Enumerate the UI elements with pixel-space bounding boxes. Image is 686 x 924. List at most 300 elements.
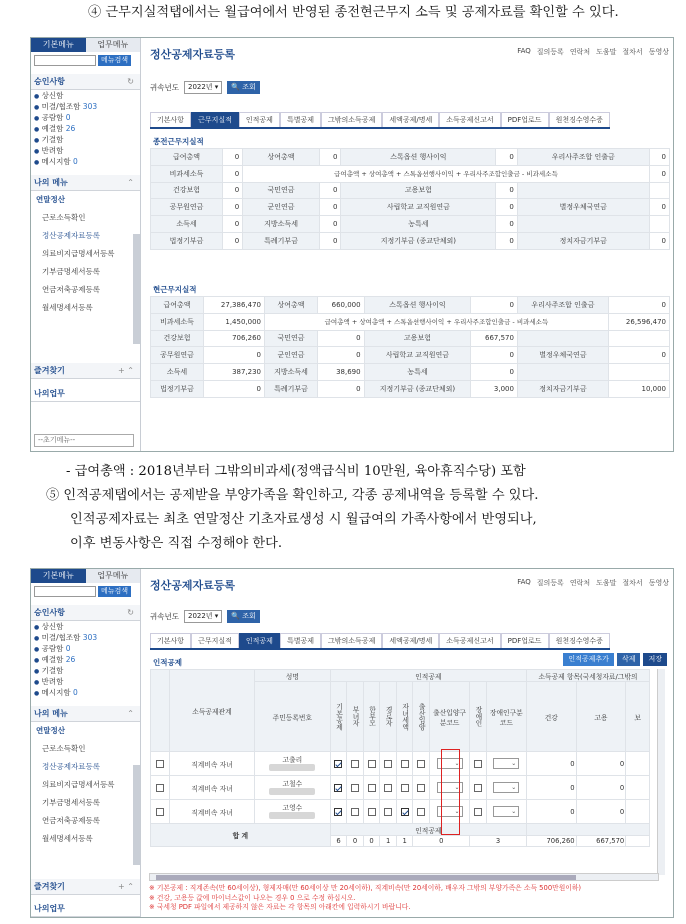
tab-pdf-upload[interactable]: PDF업로드 bbox=[501, 112, 549, 127]
tab-tax-credit[interactable]: 세액공제/명세 bbox=[382, 112, 439, 127]
video-link[interactable]: 동영상 bbox=[648, 579, 669, 587]
tab-special[interactable]: 특별공제 bbox=[280, 112, 321, 127]
cell: 387,230 bbox=[203, 364, 264, 381]
disabled-checkbox[interactable] bbox=[470, 752, 487, 776]
list-item[interactable]: ● 미결/협조함 303 bbox=[34, 102, 98, 111]
cell: 0 bbox=[649, 232, 669, 249]
disabled-checkbox[interactable] bbox=[470, 776, 487, 800]
approval-header: 승인사항 ↻ bbox=[31, 605, 140, 621]
cell: 0 bbox=[317, 330, 364, 347]
chevron-up-icon[interactable]: ⌃ bbox=[127, 709, 134, 718]
section-previous: 종전근무지실적 bbox=[153, 137, 204, 146]
action-buttons bbox=[563, 653, 667, 666]
name-cell bbox=[255, 800, 331, 824]
health-cell: 0 bbox=[526, 776, 576, 800]
masked-id bbox=[269, 764, 315, 771]
main-panel bbox=[145, 569, 673, 917]
cell: 0 bbox=[319, 182, 341, 199]
sidebar-scrollbar[interactable] bbox=[133, 765, 140, 865]
approval-list bbox=[31, 90, 140, 169]
table-row bbox=[151, 347, 670, 364]
cell: 0 bbox=[471, 347, 518, 364]
cell: 0 bbox=[608, 347, 669, 364]
top-links bbox=[517, 47, 669, 57]
cell: 0 bbox=[496, 149, 518, 166]
col-birth-code: 출산입양구분코드 bbox=[429, 682, 469, 752]
tab-work-menu[interactable]: 업무메뉴 bbox=[86, 569, 141, 583]
cell: 10,000 bbox=[608, 380, 669, 397]
table-row bbox=[151, 182, 670, 199]
screenshot-personal-tab bbox=[30, 568, 674, 918]
cell: 0 bbox=[649, 165, 669, 182]
col-employment: 고용 bbox=[576, 682, 626, 752]
cell: 0 bbox=[319, 232, 341, 249]
favorites-header: 즐겨찾기 + ⌃ bbox=[31, 363, 140, 379]
plus-icon[interactable]: + ⌃ bbox=[118, 366, 134, 375]
menu-group-yearend[interactable]: 연말정산 bbox=[36, 195, 65, 204]
health-cell: 0 bbox=[526, 800, 576, 824]
table-row bbox=[151, 330, 670, 347]
menu-item[interactable]: 기부금명세서등록 bbox=[42, 267, 100, 276]
main-panel bbox=[145, 38, 673, 451]
cell: 0 bbox=[222, 232, 242, 249]
row-header: 급여총액 bbox=[151, 297, 204, 314]
col-disabled-code: 장애인구분코드 bbox=[486, 682, 526, 752]
row-header: 농특세 bbox=[341, 216, 496, 233]
tab-basic-menu[interactable]: 기본메뉴 bbox=[31, 38, 86, 52]
previous-workplace-table bbox=[150, 148, 670, 250]
col-group-personal: 인적공제 bbox=[330, 670, 526, 682]
sidebar bbox=[31, 569, 141, 917]
col-name: 성명 bbox=[255, 670, 331, 682]
tab-tax-credit[interactable]: 세액공제/명세 bbox=[382, 633, 439, 648]
col-elder: 경로자 bbox=[380, 682, 397, 752]
relation-cell: 직계비속 자녀 bbox=[169, 800, 254, 824]
col-health: 건강 bbox=[526, 682, 576, 752]
cell: 0 bbox=[319, 199, 341, 216]
row-header: 특례기부금 bbox=[265, 380, 318, 397]
col-birth: 출산입양 bbox=[413, 682, 430, 752]
top-links bbox=[517, 578, 669, 588]
total-label: 합 계 bbox=[151, 824, 331, 847]
procedure-link[interactable]: 절차서 bbox=[622, 48, 643, 56]
table-row bbox=[151, 216, 670, 233]
tab-workplace[interactable]: 근무지실적 bbox=[191, 633, 239, 648]
tab-declaration[interactable]: 소득공제신고서 bbox=[439, 112, 500, 127]
list-item[interactable]: ● 기결함 bbox=[34, 666, 64, 675]
cell bbox=[608, 330, 669, 347]
menu-item[interactable]: 연금저축공제등록 bbox=[42, 816, 100, 825]
total-cell: 0 bbox=[363, 836, 380, 847]
total-cell: 6 bbox=[330, 836, 347, 847]
birth-code-select[interactable]: ⌄ bbox=[429, 776, 469, 800]
cell: 1,450,000 bbox=[203, 313, 264, 330]
masked-id bbox=[269, 812, 315, 819]
employment-cell: 0 bbox=[576, 800, 626, 824]
row-select-checkbox[interactable] bbox=[151, 800, 170, 824]
deduction-checkbox[interactable] bbox=[347, 776, 364, 800]
disabled-code-select[interactable]: ⌄ bbox=[486, 800, 526, 824]
row-header bbox=[517, 216, 649, 233]
tab-personal[interactable]: 인적공제 bbox=[239, 633, 280, 648]
note-salary-total: - 급여총액 : 2018년부터 그밖의비과세(정액급식비 10만원, 육아휴직수당) 포함 bbox=[66, 464, 526, 479]
cell: 667,570 bbox=[471, 330, 518, 347]
cell: 0 bbox=[471, 364, 518, 381]
row-header: 건강보험 bbox=[151, 182, 223, 199]
deduction-checkbox[interactable] bbox=[396, 800, 413, 824]
employment-cell: 0 bbox=[576, 776, 626, 800]
refresh-icon[interactable]: ↻ bbox=[127, 77, 134, 86]
row-header: 사립학교 교직원연금 bbox=[364, 347, 471, 364]
cell: 급여총액 + 상여총액 + 스톡옵션행사이익 + 우리사주조합인출금 - 비과세소득 bbox=[265, 313, 609, 330]
birth-checkbox[interactable] bbox=[413, 800, 430, 824]
deduction-checkbox[interactable] bbox=[363, 752, 380, 776]
menu-group-yearend[interactable]: 연말정산 bbox=[36, 726, 65, 735]
contact-link[interactable]: 연락처 bbox=[569, 48, 591, 56]
cell bbox=[608, 364, 669, 381]
person-name: 고철수 bbox=[282, 780, 303, 788]
paragraph-personal-data: 인적공제자료는 최초 연말정산 기초자료생성 시 월급여의 가족사항에서 반영되나, bbox=[70, 512, 537, 527]
faq-link[interactable]: FAQ bbox=[517, 578, 531, 586]
cell: 0 bbox=[203, 347, 264, 364]
cell: 0 bbox=[222, 149, 242, 166]
col-id: 주민등록번호 bbox=[255, 682, 331, 752]
cell bbox=[649, 182, 669, 199]
cell: 0 bbox=[317, 380, 364, 397]
deduction-checkbox[interactable] bbox=[330, 800, 347, 824]
add-personal-button[interactable]: 인적공제추가 bbox=[563, 653, 614, 666]
paragraph-personal-tab: ⑤ 인적공제탭에서는 공제받을 부양가족을 확인하고, 각종 공제내역을 등록할 수 있다. bbox=[46, 488, 539, 503]
notes bbox=[149, 884, 581, 913]
deduction-checkbox[interactable] bbox=[347, 752, 364, 776]
my-work-header: 나의업무 bbox=[31, 386, 140, 402]
total-cell: 3 bbox=[470, 836, 527, 847]
row-header: 공무원연금 bbox=[151, 347, 204, 364]
refresh-icon[interactable]: ↻ bbox=[127, 608, 134, 617]
tab-workplace[interactable]: 근무지실적 bbox=[191, 112, 239, 127]
row-header: 사립학교 교직원연금 bbox=[341, 199, 496, 216]
tab-personal[interactable]: 인적공제 bbox=[239, 112, 280, 127]
deduction-checkbox[interactable] bbox=[396, 752, 413, 776]
help-link[interactable]: 도움말 bbox=[596, 48, 617, 56]
tab-pdf-upload[interactable]: PDF업로드 bbox=[501, 633, 549, 648]
note-line: ※ 건강, 고용등 값에 마이너스값이 나오는 경우 0 으로 수정 하십시오. bbox=[149, 893, 356, 902]
employment-cell: 0 bbox=[576, 752, 626, 776]
sidebar-scrollbar[interactable] bbox=[133, 234, 140, 344]
contact-link[interactable]: 연락처 bbox=[569, 579, 591, 587]
inquiry-link[interactable]: 질의등록 bbox=[536, 579, 564, 587]
disabled-code-select[interactable]: ⌄ bbox=[486, 776, 526, 800]
table-row bbox=[151, 380, 670, 397]
cell: 0 bbox=[222, 199, 242, 216]
table-vscroll[interactable] bbox=[657, 669, 665, 875]
tab-other-income[interactable]: 그밖의소득공제 bbox=[321, 112, 382, 127]
row-header: 건강보험 bbox=[151, 330, 204, 347]
row-header: 고용보험 bbox=[341, 182, 496, 199]
year-select[interactable]: 2022년 ▾ bbox=[184, 610, 222, 623]
total-cell bbox=[626, 836, 650, 847]
list-item[interactable]: ● 예결함 26 bbox=[34, 124, 76, 133]
cell: 0 bbox=[496, 199, 518, 216]
list-item[interactable]: ● 메시지함 0 bbox=[34, 688, 78, 697]
table-row bbox=[151, 297, 670, 314]
row-header: 우리사주조합 인출금 bbox=[517, 297, 608, 314]
note-line: ※ 기본공제 : 직계존속(만 60세이상), 형제자매(만 60세이상 만 20세이하), 직계비속(만 20세이하, 배우자 그밖의 부양가족은 소득 500만원이하) bbox=[149, 884, 582, 892]
relation-cell: 직계비속 자녀 bbox=[169, 776, 254, 800]
menu-item[interactable]: 연금저축공제등록 bbox=[42, 285, 100, 294]
search-button[interactable]: 🔍 조회 bbox=[227, 610, 259, 623]
total-cell: 1 bbox=[396, 836, 413, 847]
screenshot-workplace-tab bbox=[30, 37, 674, 452]
row-header: 정치자금기부금 bbox=[517, 232, 649, 249]
approval-header: 승인사항 ↻ bbox=[31, 74, 140, 90]
row-header: 고용보험 bbox=[364, 330, 471, 347]
row-header: 상여총액 bbox=[243, 149, 320, 166]
row-header bbox=[517, 182, 649, 199]
cell: 0 bbox=[496, 216, 518, 233]
menu-search-input[interactable] bbox=[34, 55, 96, 66]
cell: 26,596,470 bbox=[608, 313, 669, 330]
video-link[interactable]: 동영상 bbox=[648, 48, 669, 56]
deduction-checkbox[interactable] bbox=[330, 776, 347, 800]
row-header: 소득세 bbox=[151, 364, 204, 381]
delete-button[interactable]: 삭제 bbox=[617, 653, 641, 666]
masked-id bbox=[269, 788, 315, 795]
table-row bbox=[151, 232, 670, 249]
table-row bbox=[151, 149, 670, 166]
row-header: 비과세소득 bbox=[151, 313, 204, 330]
deduction-checkbox[interactable] bbox=[330, 752, 347, 776]
row-header: 스톡옵션 행사이익 bbox=[341, 149, 496, 166]
total-cell: 1 bbox=[380, 836, 397, 847]
menu-item[interactable]: 월세명세서등록 bbox=[42, 834, 93, 843]
relation-cell: 직계비속 자녀 bbox=[169, 752, 254, 776]
cell: 0 bbox=[319, 149, 341, 166]
menu-item[interactable]: 근로소득확인 bbox=[42, 213, 86, 222]
menu-item[interactable]: 기부금명세서등록 bbox=[42, 798, 100, 807]
cell: 38,690 bbox=[317, 364, 364, 381]
current-workplace-table bbox=[150, 296, 670, 398]
row-header: 급여총액 bbox=[151, 149, 223, 166]
list-item[interactable]: ● 공람함 0 bbox=[34, 644, 71, 653]
cell: 0 bbox=[319, 216, 341, 233]
cell bbox=[626, 776, 650, 800]
name-cell bbox=[255, 752, 331, 776]
favorites-header: 즐겨찾기 + ⌃ bbox=[31, 879, 140, 895]
row-header: 상여총액 bbox=[265, 297, 318, 314]
tab-basic[interactable]: 기본사항 bbox=[150, 633, 191, 648]
row-header bbox=[517, 364, 608, 381]
row-header: 별정우체국연금 bbox=[517, 347, 608, 364]
tab-receipt[interactable]: 원천징수영수증 bbox=[549, 112, 610, 127]
table-row bbox=[151, 313, 670, 330]
row-header: 지정기부금 (종교단체외) bbox=[364, 380, 471, 397]
cell: 27,386,470 bbox=[203, 297, 264, 314]
deduction-checkbox[interactable] bbox=[363, 800, 380, 824]
menu-item[interactable]: 근로소득확인 bbox=[42, 744, 86, 753]
row-header: 국민연금 bbox=[243, 182, 320, 199]
list-item[interactable]: ● 반려함 bbox=[34, 146, 64, 155]
row-select-checkbox[interactable] bbox=[151, 776, 170, 800]
paragraph-workplace-tab: ④ 근무지실적탭에서는 월급여에서 반영된 종전현근무지 소득 및 공제자료를 확인할 수 있다. bbox=[88, 5, 619, 20]
table-row bbox=[151, 776, 650, 800]
total-cell: 0 bbox=[413, 836, 470, 847]
list-item[interactable]: ● 예결함 26 bbox=[34, 655, 76, 664]
my-menu-header: 나의 메뉴 ⌃ bbox=[31, 175, 140, 191]
year-bar bbox=[150, 76, 670, 98]
cell: 0 bbox=[649, 199, 669, 216]
tab-work-menu[interactable]: 업무메뉴 bbox=[86, 38, 141, 52]
hscroll-thumb[interactable] bbox=[156, 875, 576, 880]
cell bbox=[626, 752, 650, 776]
row-select-checkbox[interactable] bbox=[151, 752, 170, 776]
table-row bbox=[151, 752, 650, 776]
row-header: 지정기부금 (종교단체외) bbox=[341, 232, 496, 249]
plus-icon[interactable]: + ⌃ bbox=[118, 882, 134, 891]
cell: 0 bbox=[222, 182, 242, 199]
birth-checkbox[interactable] bbox=[413, 776, 430, 800]
tab-bar bbox=[150, 112, 610, 129]
row-header: 비과세소득 bbox=[151, 165, 223, 182]
col-more: 보 bbox=[626, 682, 650, 752]
note-line: ※ 국세청 PDF 파일에서 제공하지 않은 자료는 각 항목의 아래칸에 입력하시기 바랍니다. bbox=[149, 903, 411, 911]
deduction-checkbox[interactable] bbox=[380, 800, 397, 824]
my-work-header: 나의업무 bbox=[31, 901, 140, 917]
row-header: 군인연금 bbox=[265, 347, 318, 364]
cell: 0 bbox=[222, 216, 242, 233]
cell: 706,260 bbox=[203, 330, 264, 347]
help-link[interactable]: 도움말 bbox=[596, 579, 617, 587]
cell: 0 bbox=[649, 149, 669, 166]
tab-basic-menu[interactable]: 기본메뉴 bbox=[31, 569, 86, 583]
list-item[interactable]: ● 상신함 bbox=[34, 622, 64, 631]
row-header: 정치자금기부금 bbox=[517, 380, 608, 397]
total-group-label: 인적공제 bbox=[330, 824, 526, 836]
cell bbox=[649, 216, 669, 233]
list-item[interactable]: ● 상신함 bbox=[34, 91, 64, 100]
row-header: 스톡옵션 행사이익 bbox=[364, 297, 471, 314]
tab-declaration[interactable]: 소득공제신고서 bbox=[439, 633, 500, 648]
col-relation: 소득공제관계 bbox=[169, 670, 254, 752]
person-name: 고영수 bbox=[282, 804, 303, 812]
tab-basic[interactable]: 기본사항 bbox=[150, 112, 191, 127]
row-header: 소득세 bbox=[151, 216, 223, 233]
list-item[interactable]: ● 미결/협조함 303 bbox=[34, 633, 98, 642]
row-header: 농특세 bbox=[364, 364, 471, 381]
menu-item[interactable]: 의료비지급명세서등록 bbox=[42, 780, 115, 789]
list-item[interactable]: ● 공람함 0 bbox=[34, 113, 71, 122]
cell: 3,000 bbox=[471, 380, 518, 397]
row-header: 군인연금 bbox=[243, 199, 320, 216]
cell: 0 bbox=[317, 347, 364, 364]
menu-item[interactable]: 의료비지급명세서등록 bbox=[42, 249, 115, 258]
paragraph-personal-edit: 이후 변동사항은 직접 수정해야 한다. bbox=[70, 536, 283, 551]
table-hscroll[interactable] bbox=[149, 873, 659, 881]
chevron-up-icon[interactable]: ⌃ bbox=[127, 178, 134, 187]
section-current: 현근무지실적 bbox=[153, 285, 197, 294]
menu-search-button[interactable]: 메뉴검색 bbox=[98, 55, 131, 66]
total-cell: 0 bbox=[347, 836, 364, 847]
faq-link[interactable]: FAQ bbox=[517, 47, 531, 55]
page-title: 정산공제자료등록 bbox=[150, 48, 236, 61]
birth-code-select[interactable]: ⌄ bbox=[429, 752, 469, 776]
row-header: 지방소득세 bbox=[265, 364, 318, 381]
save-button[interactable]: 저장 bbox=[643, 653, 667, 666]
disabled-checkbox[interactable] bbox=[470, 800, 487, 824]
page-title: 정산공제자료등록 bbox=[150, 579, 236, 592]
deduction-checkbox[interactable] bbox=[347, 800, 364, 824]
search-button[interactable]: 🔍 조회 bbox=[227, 81, 259, 94]
tab-other-income[interactable]: 그밖의소득공제 bbox=[321, 633, 382, 648]
list-item[interactable]: ● 메시지함 0 bbox=[34, 157, 78, 166]
row-header: 국민연금 bbox=[265, 330, 318, 347]
row-header: 법정기부금 bbox=[151, 380, 204, 397]
col-woman: 부녀자 bbox=[347, 682, 364, 752]
birth-checkbox[interactable] bbox=[413, 752, 430, 776]
year-label: 귀속년도 bbox=[150, 82, 179, 92]
birth-code-select[interactable]: ⌄ bbox=[429, 800, 469, 824]
menu-item-active[interactable]: 정산공제자료등록 bbox=[42, 762, 100, 771]
menu-item[interactable]: 월세명세서등록 bbox=[42, 303, 93, 312]
deduction-checkbox[interactable] bbox=[363, 776, 380, 800]
cell: 0 bbox=[471, 297, 518, 314]
deduction-checkbox[interactable] bbox=[380, 776, 397, 800]
person-name: 고출리 bbox=[282, 756, 303, 764]
tab-bar bbox=[150, 633, 610, 650]
approval-list bbox=[31, 621, 140, 700]
cell bbox=[626, 800, 650, 824]
name-cell bbox=[255, 776, 331, 800]
deduction-checkbox[interactable] bbox=[380, 752, 397, 776]
table-row bbox=[151, 165, 670, 182]
procedure-link[interactable]: 절차서 bbox=[622, 579, 643, 587]
col-basic: 기본공제 bbox=[330, 682, 347, 752]
section-personal: 인적공제 bbox=[153, 658, 182, 667]
disabled-code-select[interactable]: ⌄ bbox=[486, 752, 526, 776]
deduction-checkbox[interactable] bbox=[396, 776, 413, 800]
year-select[interactable]: 2022년 ▾ bbox=[184, 81, 222, 94]
total-cell: 667,570 bbox=[576, 836, 626, 847]
tab-receipt[interactable]: 원천징수영수증 bbox=[549, 633, 610, 648]
health-cell: 0 bbox=[526, 752, 576, 776]
table-row bbox=[151, 199, 670, 216]
row-header: 법정기부금 bbox=[151, 232, 223, 249]
list-item[interactable]: ● 반려함 bbox=[34, 677, 64, 686]
highlight-child-tax-column bbox=[441, 749, 460, 835]
inquiry-link[interactable]: 질의등록 bbox=[536, 48, 564, 56]
row-header: 특례기부금 bbox=[243, 232, 320, 249]
cell: 0 bbox=[222, 165, 242, 182]
row-header: 지방소득세 bbox=[243, 216, 320, 233]
total-cell: 706,260 bbox=[526, 836, 576, 847]
list-item[interactable]: ● 기결함 bbox=[34, 135, 64, 144]
table-row bbox=[151, 800, 650, 824]
cell: 급여총액 + 상여총액 + 스톡옵션행사이익 + 우리사주조합인출금 - 비과세소득 bbox=[243, 165, 650, 182]
table-row bbox=[151, 364, 670, 381]
col-single: 한부모 bbox=[363, 682, 380, 752]
tab-special[interactable]: 특별공제 bbox=[280, 633, 321, 648]
cell: 0 bbox=[496, 182, 518, 199]
year-bar bbox=[150, 605, 670, 627]
menu-search-button[interactable]: 메뉴검색 bbox=[98, 586, 131, 597]
init-menu-select[interactable]: --초기메뉴-- bbox=[34, 434, 134, 447]
menu-search-input[interactable] bbox=[34, 586, 96, 597]
menu-item-active[interactable]: 정산공제자료등록 bbox=[42, 231, 100, 240]
col-group-income: 소득공제 항목(국세청자료/그밖의 bbox=[526, 670, 649, 682]
row-header: 우리사주조합 인출금 bbox=[517, 149, 649, 166]
row-header bbox=[517, 330, 608, 347]
cell: 0 bbox=[608, 297, 669, 314]
